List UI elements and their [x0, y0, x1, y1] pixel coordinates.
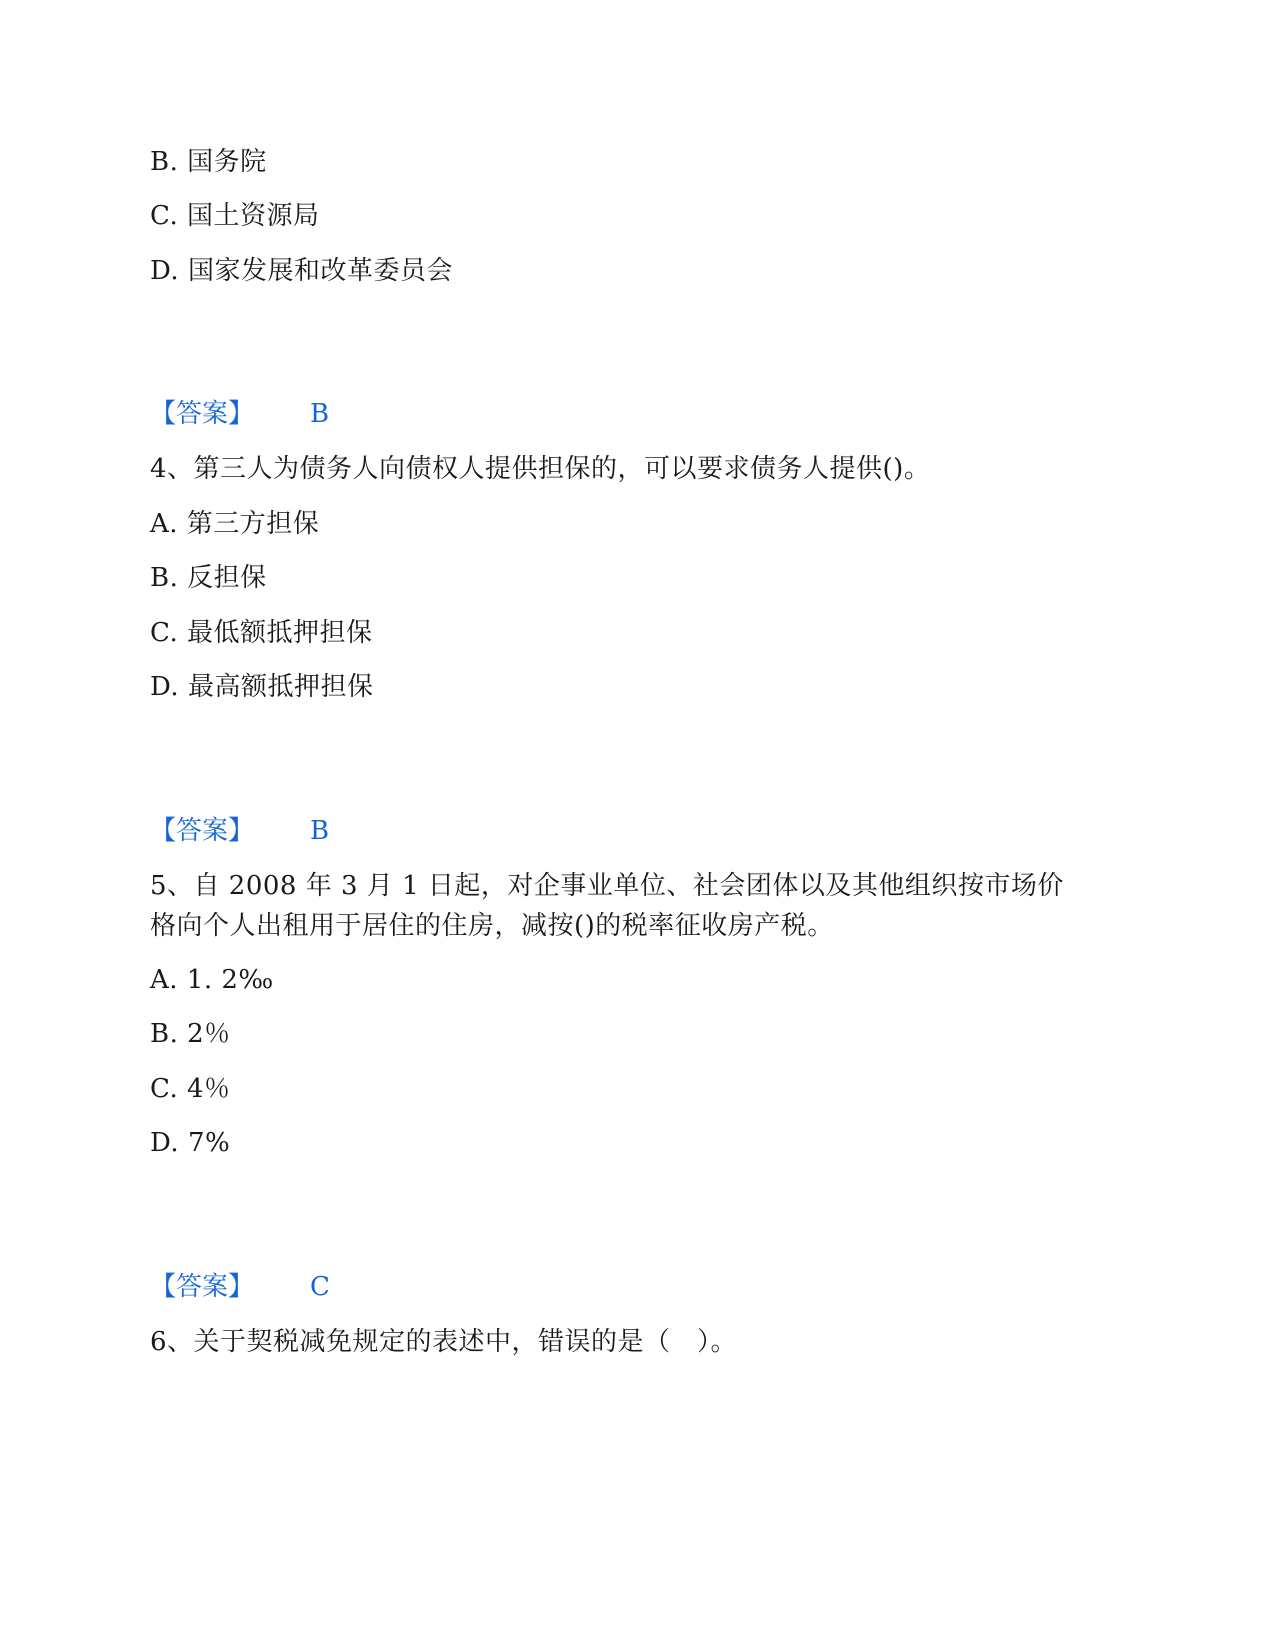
q5-question-line1: 5、自 2008 年 3 月 1 日起，对企事业单位、社会团体以及其他组织按市场价 [150, 871, 1064, 901]
q4-option-a: A. 第三方担保 [150, 509, 320, 539]
q5-option-d: D. 7% [150, 1128, 231, 1158]
q5-option-b: B. 2％ [150, 1019, 231, 1049]
q3-answer [150, 397, 330, 431]
answer-value: B [310, 816, 330, 846]
q4-option-d: D. 最高额抵押担保 [150, 672, 374, 702]
answer-label: 【答案】 [150, 816, 255, 846]
q4-answer [150, 814, 330, 848]
q5-option-a: A. 1. 2‰ [150, 965, 274, 995]
q4-option-c: C. 最低额抵押担保 [150, 618, 373, 648]
q6-question: 6、关于契税减免规定的表述中，错误的是（ ）。 [150, 1327, 738, 1357]
q3-option-c: C. 国土资源局 [150, 201, 320, 231]
q3-option-d: D. 国家发展和改革委员会 [150, 256, 453, 286]
answer-label: 【答案】 [150, 399, 255, 429]
answer-label: 【答案】 [150, 1272, 255, 1302]
answer-value: C [310, 1272, 330, 1302]
q3-option-b: B. 国务院 [150, 147, 267, 177]
q4-question: 4、第三人为债务人向债权人提供担保的，可以要求债务人提供()。 [150, 454, 931, 484]
q5-option-c: C. 4％ [150, 1074, 231, 1104]
answer-value: B [310, 399, 330, 429]
q5-question-line2: 格向个人出租用于居住的住房，减按()的税率征收房产税。 [150, 911, 834, 941]
q4-option-b: B. 反担保 [150, 563, 267, 593]
q5-answer [150, 1270, 330, 1304]
